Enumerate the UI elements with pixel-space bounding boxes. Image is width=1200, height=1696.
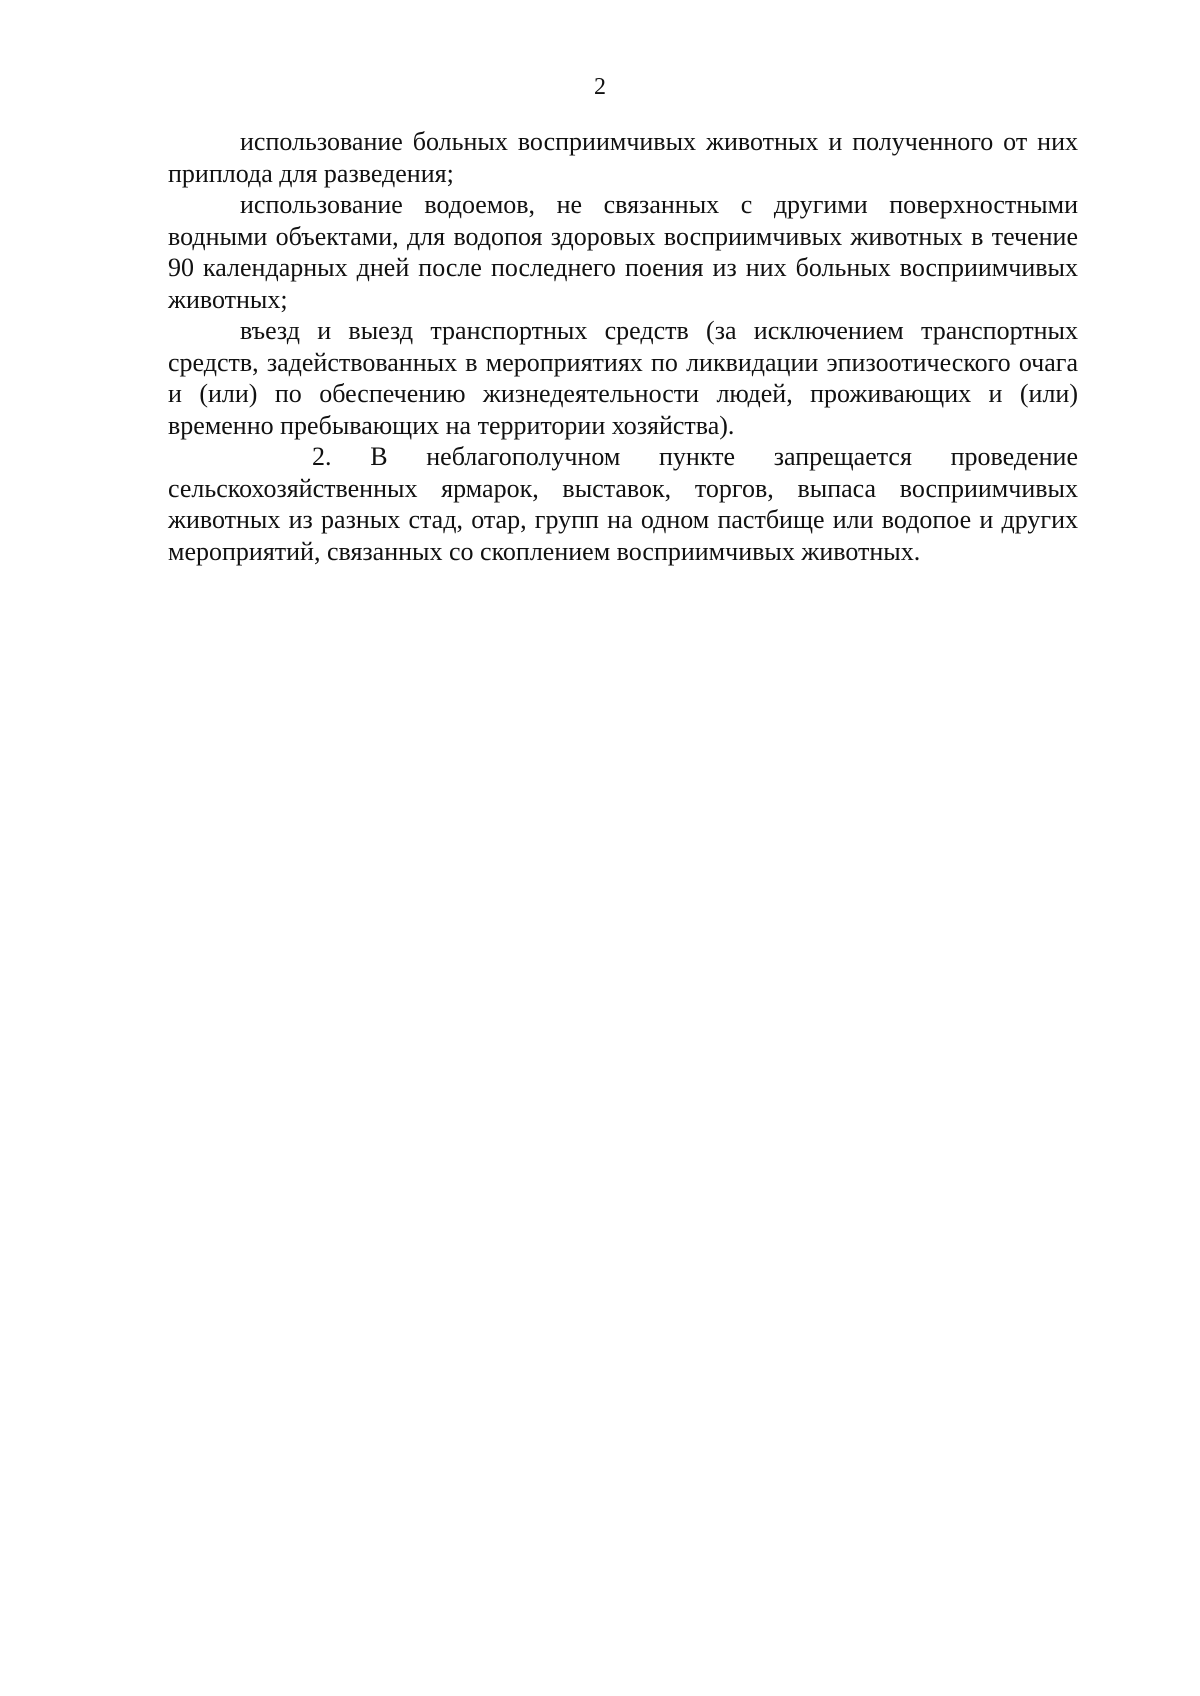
- paragraph-text: использование больных восприимчивых животных и полученного от них приплода для разведения;: [168, 127, 1078, 188]
- paragraph-text: въезд и выезд транспортных средств (за исключением транспортных средств, задействованных в мероприятиях по ликвидации эпизоотического очага и (или) по обеспечению жизнедеятельности людей, проживающих и (или) временно пребывающих на территории хозяйства).: [168, 316, 1078, 440]
- page-number: 2: [594, 74, 606, 100]
- paragraph-vehicle-ban: [168, 315, 1078, 441]
- paragraph-number: 2.: [312, 442, 332, 471]
- document-body: [168, 126, 1078, 567]
- paragraph-breeding-ban: [168, 126, 1078, 189]
- paragraph-watering-ban: [168, 189, 1078, 315]
- paragraph-2-market-ban: [168, 441, 1078, 567]
- paragraph-text: В неблагополучном пункте запрещается проведение сельскохозяйственных ярмарок, выставок, торгов, выпаса восприимчивых животных из разных стад, отар, групп на одном пастбище или водопое и других мероприятий, связанных со скоплением восприимчивых животных.: [168, 442, 1078, 566]
- paragraph-text: использование водоемов, не связанных с другими поверхностными водными объектами, для водопоя здоровых восприимчивых животных в течение 90 календарных дней после последнего поения из них больных восприимчивых животных;: [168, 190, 1078, 314]
